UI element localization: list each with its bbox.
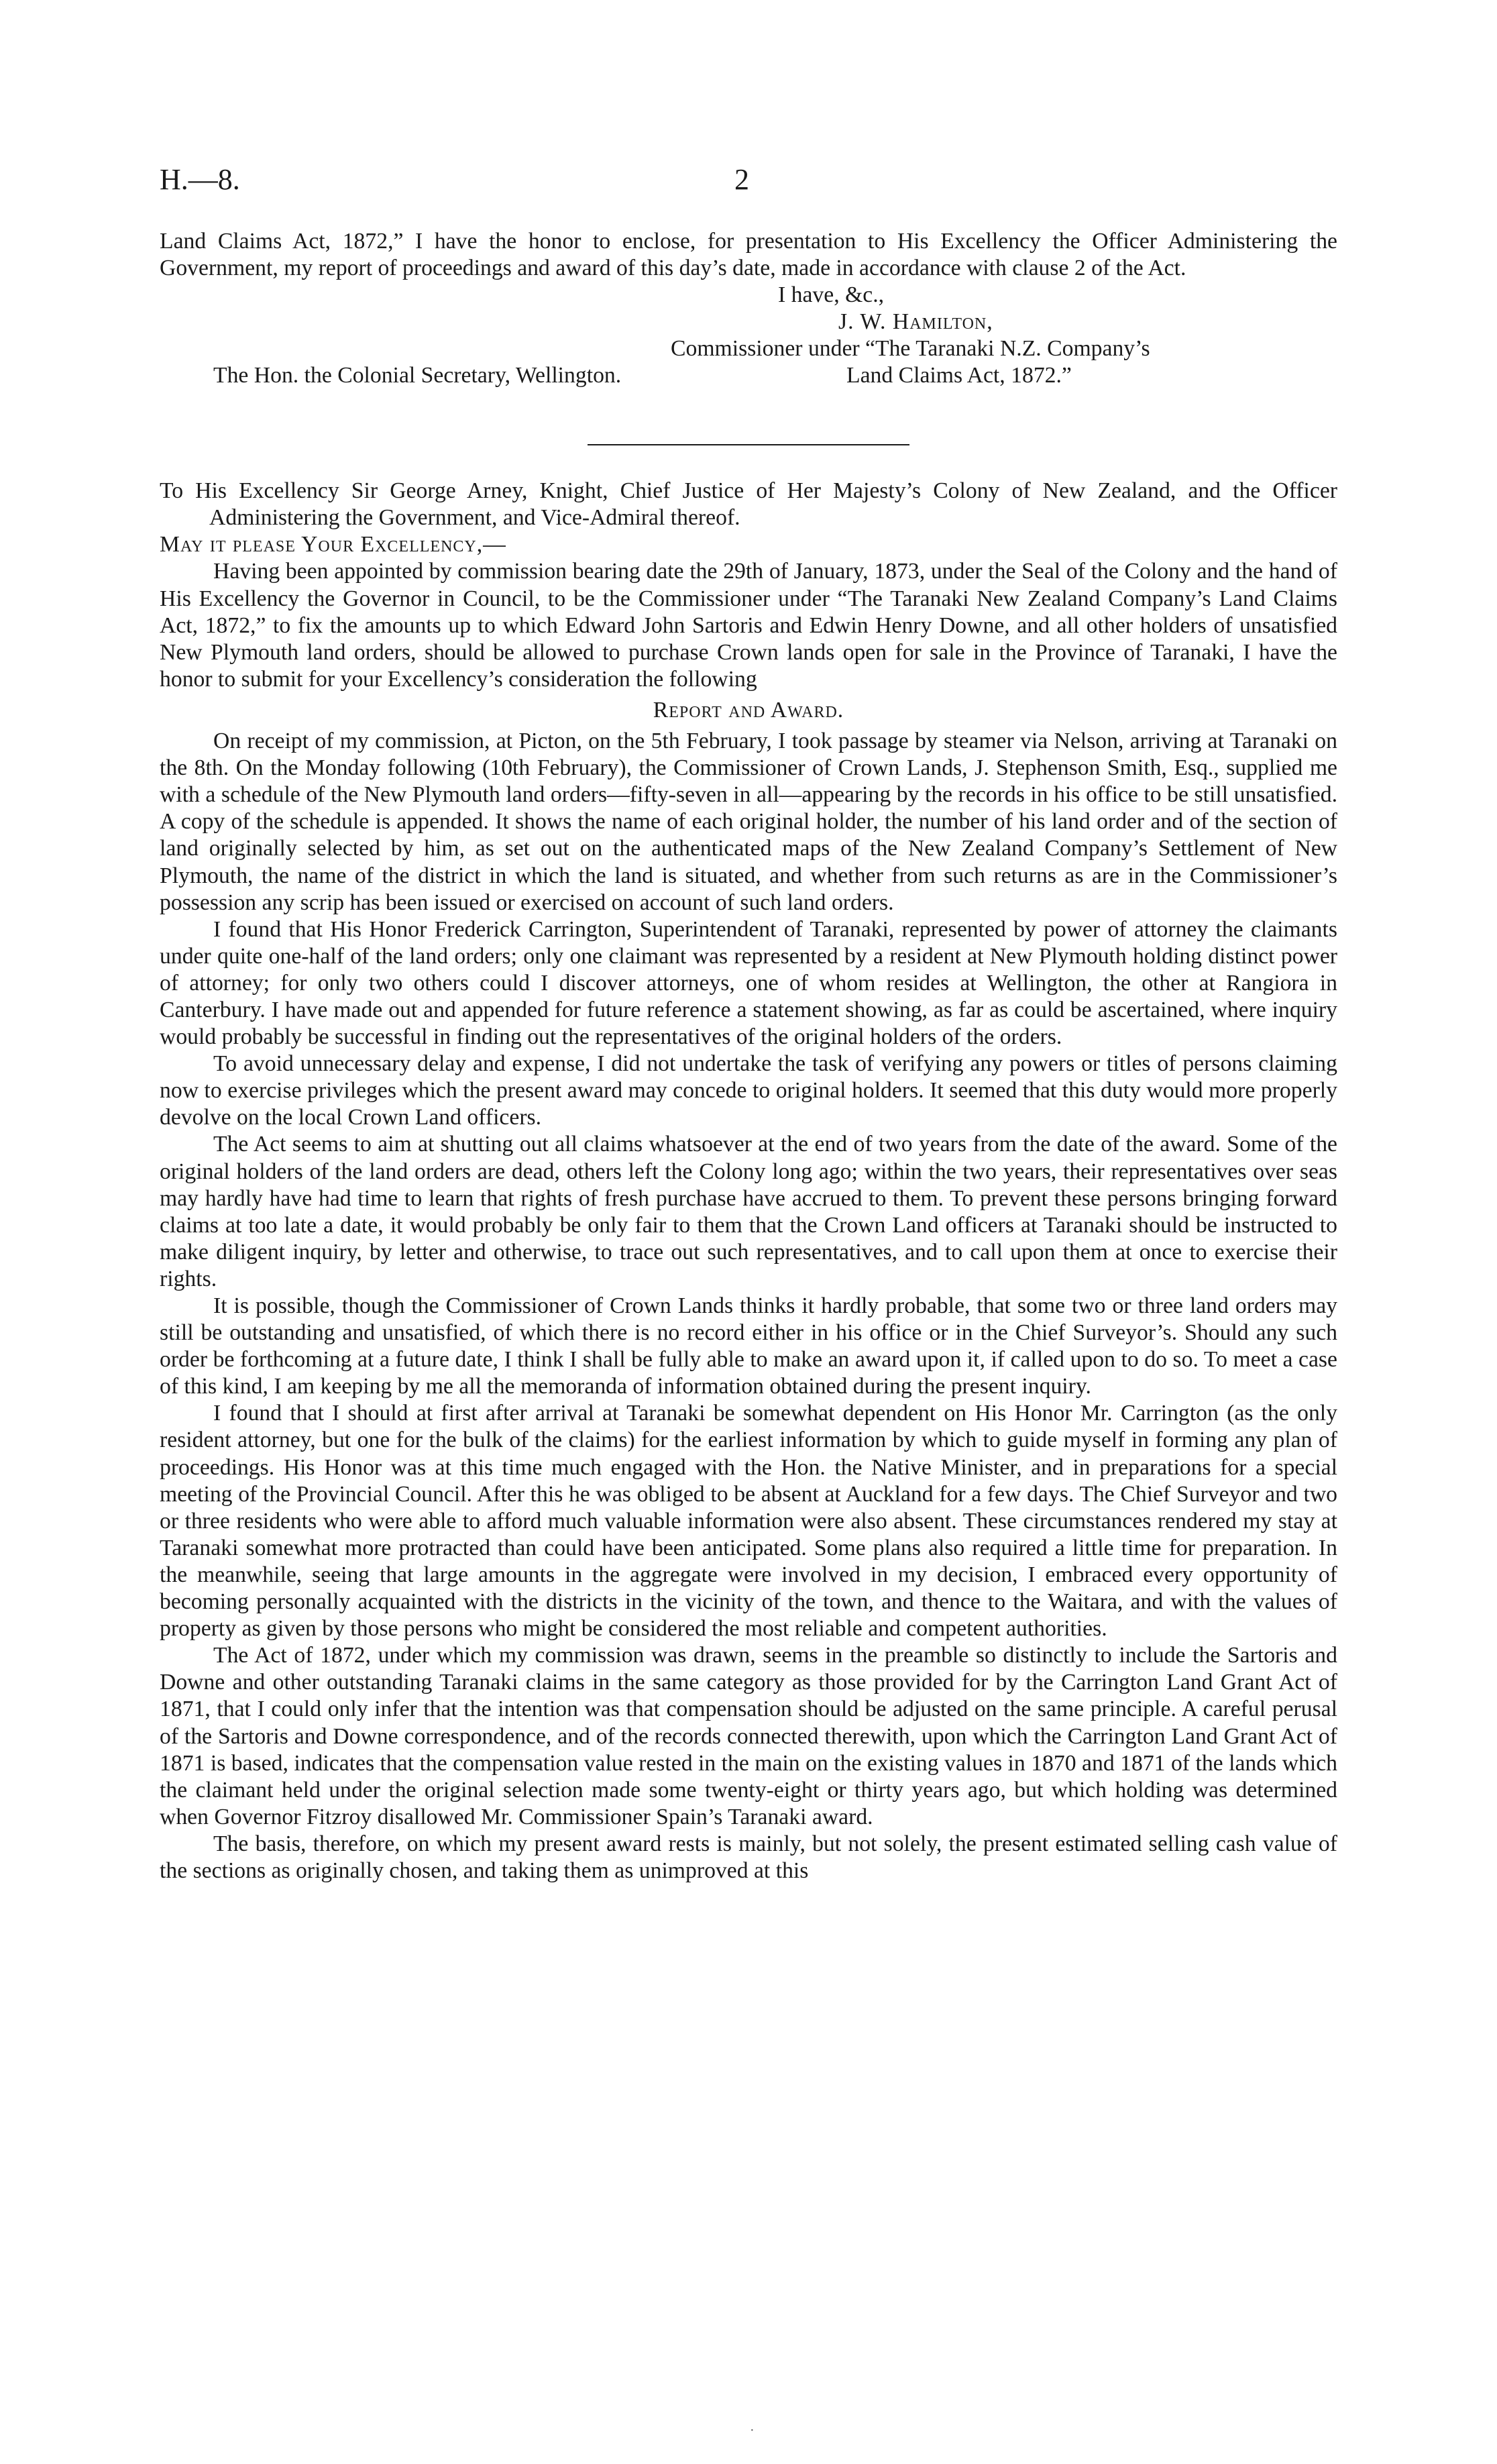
page-number: 2: [734, 163, 749, 196]
body-paragraph: The basis, therefore, on which my present award rests is mainly, but not solely, the present estimated selling cash value of the sections as originally chosen, and taking them as unimproved at this: [160, 1831, 1337, 1883]
closing-line: I have, &c.,: [778, 282, 885, 308]
footer-mark: ·: [750, 2423, 755, 2438]
body-paragraph: To avoid unnecessary delay and expense, I did not undertake the task of verifying any powers or titles of persons claiming now to exercise privileges which the present award may concede to original holders. It seemed that this duty would more properly devolve on the local Crown Land officers.: [160, 1051, 1337, 1130]
body-paragraph: The Act seems to aim at shutting out all claims whatsoever at the end of two years from the date of the award. Some of the original holders of the land orders are dead, others left the Colony long ago; within the two years, their representatives over seas may hardly have had time to learn that rights of fresh purchase have accrued to them. To prevent these persons bringing forward claims at too late a date, it would probably be only fair to them that the Crown Land officers at Taranaki should be instructed to make diligent inquiry, by letter and otherwise, to trace out such representatives, and to call upon them at once to exercise their rights.: [160, 1132, 1337, 1291]
salutation: May it please Your Excellency,—: [160, 532, 506, 557]
signature-block: [160, 282, 1337, 416]
body-paragraph: I found that His Honor Frederick Carrington, Superintendent of Taranaki, represented by power of attorney the claimants under quite one-half of the land orders; only one claimant was represented by a resident at New Plymouth holding distinct power of attorney; for only two others could I discover attorneys, one of whom resides at Wellington, the other at Rangiora in Canterbury. I have made out and appended for future reference a statement showing, as far as could be ascertained, where inquiry would probably be successful in finding out the representatives of the original holders of the orders.: [160, 916, 1337, 1050]
signatory-title-line2: Land Claims Act, 1872.”: [846, 363, 1072, 388]
addressee-line: The Hon. the Colonial Secretary, Wellington.: [213, 363, 622, 388]
page-content: [160, 228, 1337, 1884]
cover-letter-body: Land Claims Act, 1872,” I have the honor to enclose, for presentation to His Excellency the Officer Administering the Government, my report of proceedings and award of this day’s date, made in accordance with clause 2 of the Act.: [160, 229, 1337, 281]
signatory-title-line1: Commissioner under “The Taranaki N.Z. Company’s: [671, 336, 1150, 362]
section-divider: [588, 444, 909, 445]
body-paragraph: I found that I should at first after arrival at Taranaki be somewhat dependent on His Honor Mr. Carrington (as the only resident attorney, but one for the bulk of the claims) for the earliest information by which to guide myself in forming any plan of proceedings. His Honor was at this time much engaged with the Hon. the Native Minister, and in preparations for a special meeting of the Provincial Council. After this he was obliged to be absent at Auckland for a few days. The Chief Surveyor and two or three residents who were able to afford much valuable information were also absent. These circumstances rendered my stay at Taranaki somewhat more protracted than could have been anticipated. Some plans also required a little time for preparation. In the meanwhile, seeing that large amounts in the aggregate were involved in my decision, I embraced every opportunity of becoming personally acquainted with the districts in the vicinity of the town, and thence to the Waitara, and with the values of property as given by those persons who might be considered the most reliable and competent authorities.: [160, 1401, 1337, 1642]
signatory-name: J. W. Hamilton,: [838, 309, 993, 335]
body-paragraph: The Act of 1872, under which my commission was drawn, seems in the preamble so distinctly to include the Sartoris and Downe and other outstanding Taranaki claims in the same category as those provided for by the Carrington Land Grant Act of 1871, that I could only infer that the intention was that compensation should be adjusted on the same principle. A careful perusal of the Sartoris and Downe correspondence, and of the records connected therewith, upon which the Carrington Land Grant Act of 1871 is based, indicates that the compensation value rested in the main on the existing values in 1870 and 1871 of the lands which the claimant held under the original selection made some twenty-eight or thirty years ago, but which holding was determined when Governor Fitzroy disallowed Mr. Commissioner Spain’s Taranaki award.: [160, 1643, 1337, 1829]
section-heading: Report and Award.: [653, 697, 844, 722]
document-reference: H.—8.: [160, 163, 240, 196]
body-paragraph: It is possible, though the Commissioner of Crown Lands thinks it hardly probable, that some two or three land orders may still be outstanding and unsatisfied, of which there is no record either in his office or in the Chief Surveyor’s. Should any such order be forthcoming at a future date, I think I shall be fully able to make an award upon it, if called upon to do so. To meet a case of this kind, I am keeping by me all the memoranda of information obtained during the present inquiry.: [160, 1293, 1337, 1399]
intro-paragraph: Having been appointed by commission bearing date the 29th of January, 1873, under the Seal of the Colony and the hand of His Excellency the Governor in Council, to be the Commissioner under “The Taranaki New Zealand Company’s Land Claims Act, 1872,” to fix the amounts up to which Edward John Sartoris and Edwin Henry Downe, and all other holders of unsatisfied New Plymouth land orders, should be allowed to purchase Crown lands open for sale in the Province of Taranaki, I have the honor to submit for your Excellency’s consideration the following: [160, 559, 1337, 692]
address-line: To His Excellency Sir George Arney, Knight, Chief Justice of Her Majesty’s Colony of New Zealand, and the Officer Administering the Government, and Vice-Admiral thereof.: [160, 478, 1337, 531]
body-paragraph: On receipt of my commission, at Picton, on the 5th February, I took passage by steamer via Nelson, arriving at Taranaki on the 8th. On the Monday following (10th February), the Commissioner of Crown Lands, J. Stephenson Smith, Esq., supplied me with a schedule of the New Plymouth land orders—fifty-seven in all—appearing by the records in his office to be still unsatisfied. A copy of the schedule is appended. It shows the name of each original holder, the number of his land order and of the section of land originally selected by him, as set out on the authenticated maps of the New Zealand Company’s Settlement of New Plymouth, the name of the district in which the land is situated, and whether from such returns as are in the Commissioner’s possession any scrip has been issued or exercised on account of such land orders.: [160, 729, 1337, 915]
